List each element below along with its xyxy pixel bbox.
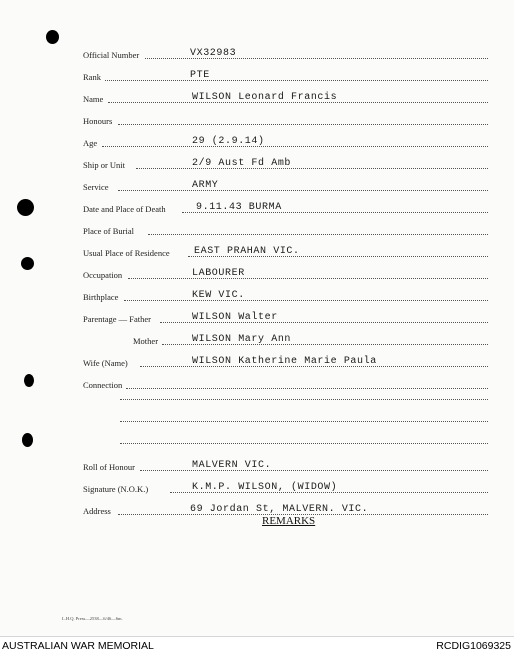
residence-value: EAST PRAHAN VIC. [194,246,300,257]
field-line [118,190,488,191]
rank-row [0,62,514,84]
service-row [0,172,514,194]
father-value: WILSON Walter [192,312,278,323]
birthplace-row [0,282,514,304]
footer-bar [0,636,514,655]
mother-value: WILSON Mary Ann [192,334,292,345]
rank-label: Rank [83,72,101,82]
ship-or-unit-value: 2/9 Aust Fd Amb [192,158,292,169]
connection-row [0,370,514,392]
burial-row [0,216,514,238]
rank-value: PTE [190,70,210,81]
field-line [102,146,488,147]
field-line [126,388,488,389]
address-label: Address [83,506,111,516]
field-line [118,124,488,125]
name-value: WILSON Leonard Francis [192,92,338,103]
connection-line [120,421,488,422]
field-line [105,80,488,81]
signature-value: K.M.P. WILSON, (WIDOW) [192,482,338,493]
service-value: ARMY [192,180,219,191]
wife-value: WILSON Katherine Marie Paula [192,356,377,367]
honours-row [0,106,514,128]
field-line [124,300,488,301]
signature-row [0,474,514,496]
wife-label: Wife (Name) [83,358,128,368]
official-number-value: VX32983 [190,48,237,59]
service-label: Service [83,182,109,192]
name-row [0,84,514,106]
field-line [136,168,488,169]
official-number-row [0,40,514,62]
death-row [0,194,514,216]
address-row [0,496,514,518]
signature-label: Signature (N.O.K.) [83,484,149,494]
death-value: 9.11.43 BURMA [196,202,282,213]
footer-record-id: RCDIG1069325 [436,640,511,652]
connection-line [120,399,488,400]
ship-or-unit-label: Ship or Unit [83,160,126,170]
connection-line [120,443,488,444]
official-number-label: Official Number [83,50,140,60]
occupation-value: LABOURER [192,268,245,279]
father-label: Parentage — Father [83,314,151,324]
ship-or-unit-row [0,150,514,172]
remarks-heading: REMARKS [262,515,316,527]
field-line [148,234,488,235]
age-value: 29 (2.9.14) [192,136,265,147]
birthplace-label: Birthplace [83,292,119,302]
field-line [128,278,488,279]
residence-label: Usual Place of Residence [83,248,170,258]
occupation-label: Occupation [83,270,123,280]
residence-row [0,238,514,260]
age-row [0,128,514,150]
honours-label: Honours [83,116,113,126]
address-value: 69 Jordan St, MALVERN. VIC. [190,504,369,515]
roll-of-honour-label: Roll of Honour [83,462,135,472]
connection-label: Connection [83,380,123,390]
age-label: Age [83,138,98,148]
roll-of-honour-value: MALVERN VIC. [192,460,272,471]
punch-hole-icon [22,433,33,447]
burial-label: Place of Burial [83,226,134,236]
roll-of-honour-row [0,452,514,474]
print-mark: L.H.Q. Press—2538—6/46—6m. [62,616,123,621]
mother-row [0,326,514,348]
birthplace-value: KEW VIC. [192,290,245,301]
mother-label: Mother [133,336,159,346]
footer-source-label: AUSTRALIAN WAR MEMORIAL [2,640,154,652]
wife-row [0,348,514,370]
occupation-row [0,260,514,282]
name-label: Name [83,94,104,104]
father-row [0,304,514,326]
death-label: Date and Place of Death [83,204,166,214]
